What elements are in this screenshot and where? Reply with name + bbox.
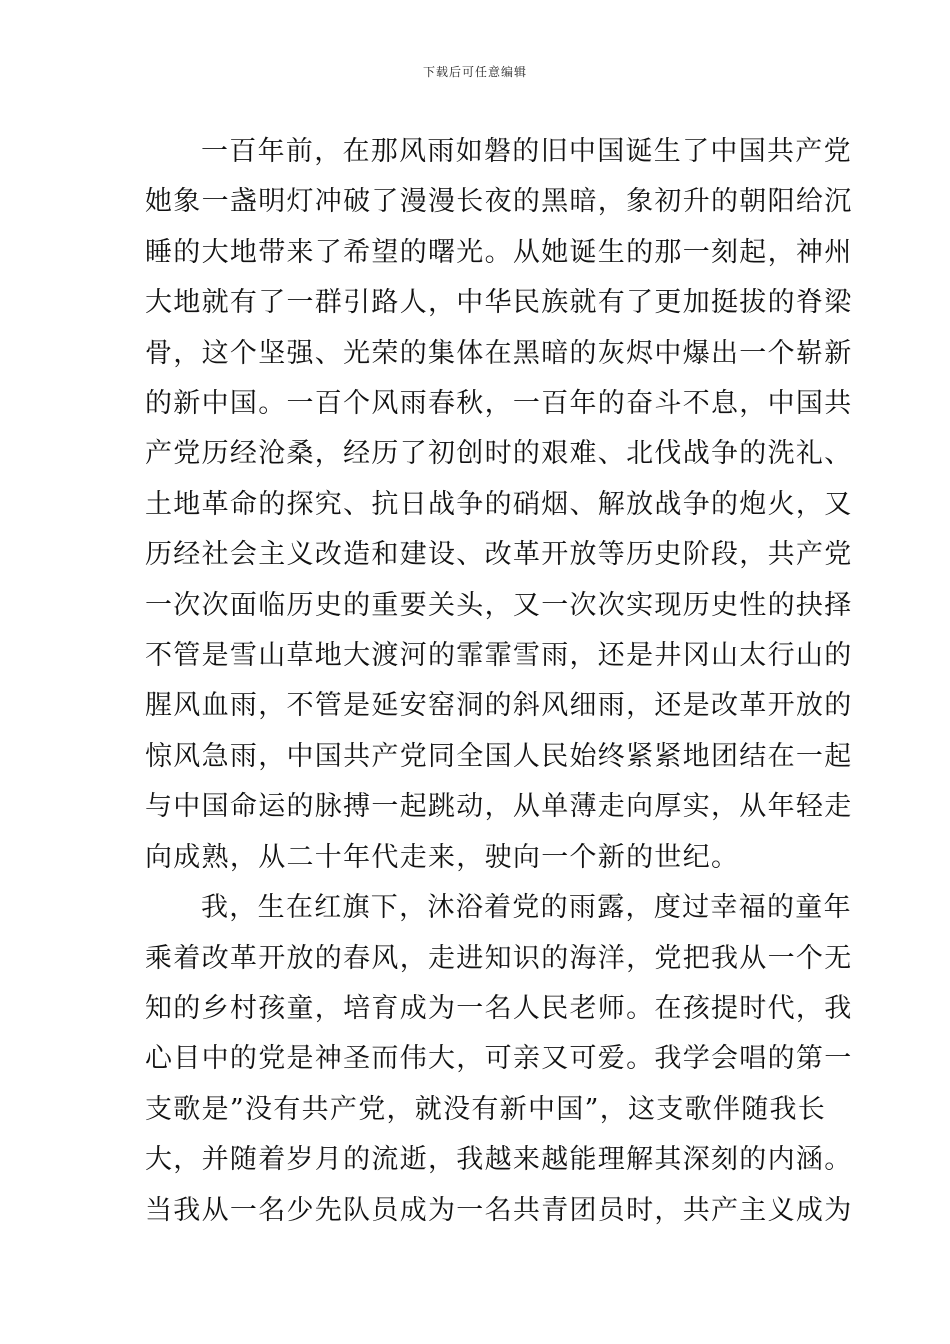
text-line: 历经社会主义改造和建设、改革开放等历史阶段，共产党 xyxy=(145,539,853,571)
text-line: 大地就有了一群引路人，中华民族就有了更加挺拔的脊梁 xyxy=(145,287,853,319)
text-line: 支歌是”没有共产党，就没有新中国”，这支歌伴随我长 xyxy=(145,1093,827,1125)
text-line: 惊风急雨，中国共产党同全国人民始终紧紧地团结在一起 xyxy=(145,740,853,772)
text-line: 骨，这个坚强、光荣的集体在黑暗的灰烬中爆出一个崭新 xyxy=(145,337,853,369)
text-line: 睡的大地带来了希望的曙光。从她诞生的那一刻起，神州 xyxy=(145,236,853,268)
document-body xyxy=(145,127,853,1236)
text-line: 不管是雪山草地大渡河的霏霏雪雨，还是井冈山太行山的 xyxy=(145,640,853,672)
text-line: 与中国命运的脉搏一起跳动，从单薄走向厚实，从年轻走 xyxy=(145,791,853,823)
text-line: 一次次面临历史的重要关头，又一次次实现历史性的抉择 xyxy=(145,589,853,621)
paragraph-2 xyxy=(145,883,853,1236)
text-line: 的新中国。一百个风雨春秋，一百年的奋斗不息，中国共 xyxy=(145,388,853,420)
text-line: 一百年前，在那风雨如磐的旧中国诞生了中国共产党 xyxy=(201,136,852,167)
text-line: 大，并随着岁月的流逝，我越来越能理解其深刻的内涵。 xyxy=(145,1144,853,1176)
text-line: 土地革命的探究、抗日战争的硝烟、解放战争的炮火，又 xyxy=(145,488,853,520)
text-line: 腥风血雨，不管是延安窑洞的斜风细雨，还是改革开放的 xyxy=(145,690,853,722)
text-line: 知的乡村孩童，培育成为一名人民老师。在孩提时代，我 xyxy=(145,992,853,1024)
page-header: 下载后可任意编辑 xyxy=(422,65,527,79)
text-line: 向成熟，从二十年代走来，驶向一个新的世纪。 xyxy=(145,841,740,873)
text-line: 产党历经沧桑，经历了初创时的艰难、北伐战争的洗礼、 xyxy=(145,438,853,470)
text-line: 心目中的党是神圣而伟大，可亲又可爱。我学会唱的第一 xyxy=(145,1043,853,1075)
text-line: 她象一盏明灯冲破了漫漫长夜的黑暗，象初升的朝阳给沉 xyxy=(145,186,853,218)
text-line: 当我从一名少先队员成为一名共青团员时，共产主义成为 xyxy=(145,1194,853,1226)
text-line: 我，生在红旗下，沐浴着党的雨露，度过幸福的童年 xyxy=(201,892,852,924)
paragraph-1 xyxy=(145,127,853,883)
text-line: 乘着改革开放的春风，走进知识的海洋，党把我从一个无 xyxy=(145,942,853,974)
